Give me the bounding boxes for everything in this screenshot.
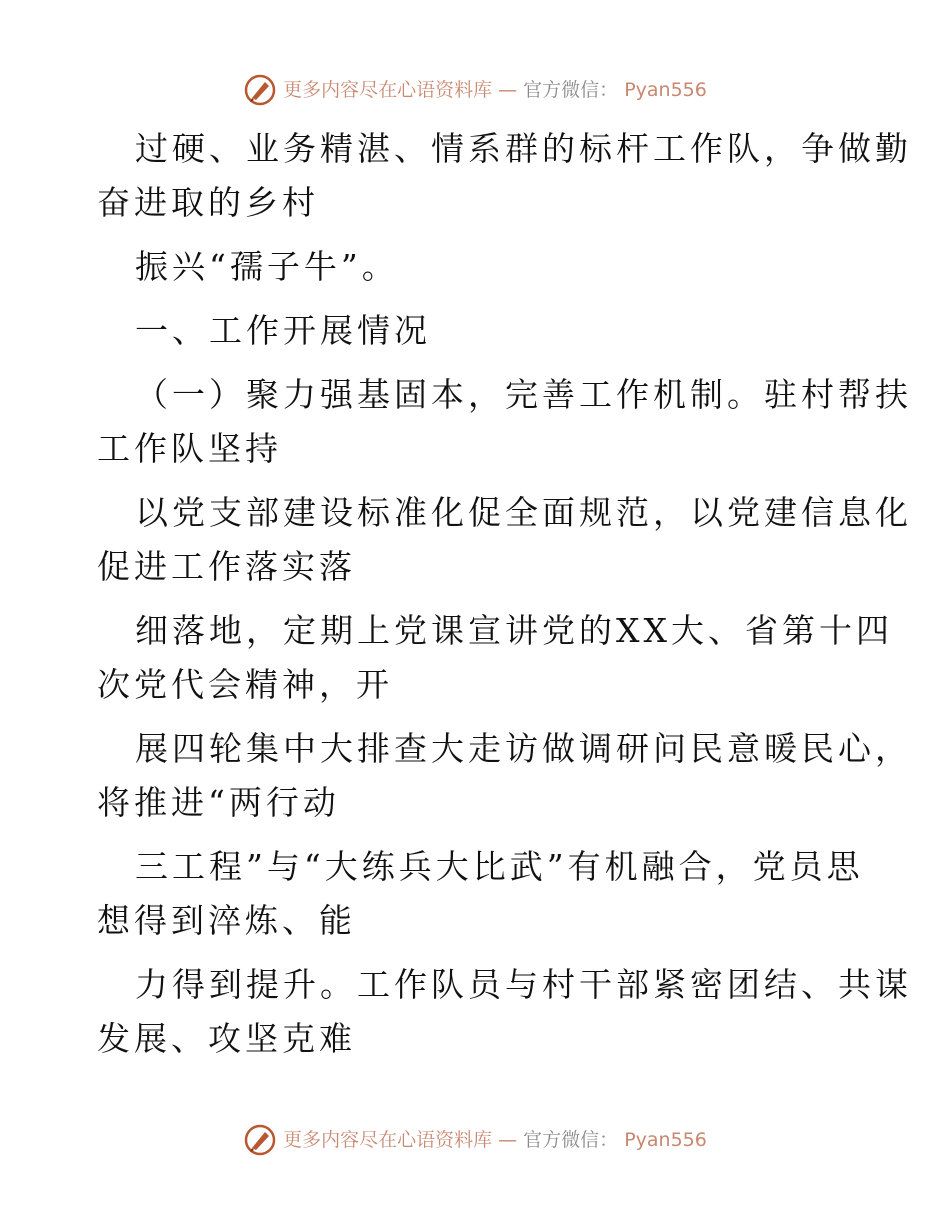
- text-line: 力得到提升。工作队员与村干部紧密团结、共谋: [135, 965, 912, 1004]
- text-line: 以党支部建设标准化促全面规范，以党建信息化: [135, 493, 912, 532]
- text-line: （一）聚力强基固本，完善工作机制。驻村帮扶: [135, 375, 912, 414]
- text-line: 将推进“两行动: [97, 783, 340, 822]
- watermark-brand: 更多内容尽在心语资料库: [283, 1129, 493, 1151]
- watermark-wechat-id: Pyan556: [624, 1129, 707, 1151]
- text-line: 一、工作开展情况: [135, 311, 431, 350]
- watermark-brand: 更多内容尽在心语资料库: [283, 79, 493, 101]
- text-line: 过硬、业务精湛、情系群的标杆工作队，争做勤: [135, 129, 912, 168]
- text-line: 发展、攻坚克难: [97, 1019, 356, 1058]
- watermark-wechat-id: Pyan556: [624, 79, 707, 101]
- text-line: 振兴“孺子牛”。: [135, 247, 399, 286]
- text-line: 细落地，定期上党课宣讲党的XX大、省第十四: [135, 611, 893, 650]
- text-line: 三工程”与“大练兵大比武”有机融合，党员思: [135, 847, 864, 886]
- header-watermark: [0, 73, 950, 107]
- pen-logo-icon: [243, 1123, 277, 1157]
- pen-logo-icon: [243, 73, 277, 107]
- text-line: 展四轮集中大排查大走访做调研问民意暖民心，: [135, 729, 912, 768]
- text-line: 次党代会精神，开: [97, 665, 393, 704]
- text-line: 工作队坚持: [97, 429, 282, 468]
- watermark-label: 官方微信：: [523, 1129, 619, 1151]
- text-line: 促进工作落实落: [97, 547, 356, 586]
- watermark-dash: —: [498, 79, 518, 101]
- text-line: 想得到淬炼、能: [97, 901, 356, 940]
- footer-watermark: [0, 1123, 950, 1157]
- watermark-label: 官方微信：: [523, 79, 619, 101]
- text-line: 奋进取的乡村: [97, 183, 319, 222]
- document-body: [97, 122, 912, 1066]
- watermark-dash: —: [498, 1129, 518, 1151]
